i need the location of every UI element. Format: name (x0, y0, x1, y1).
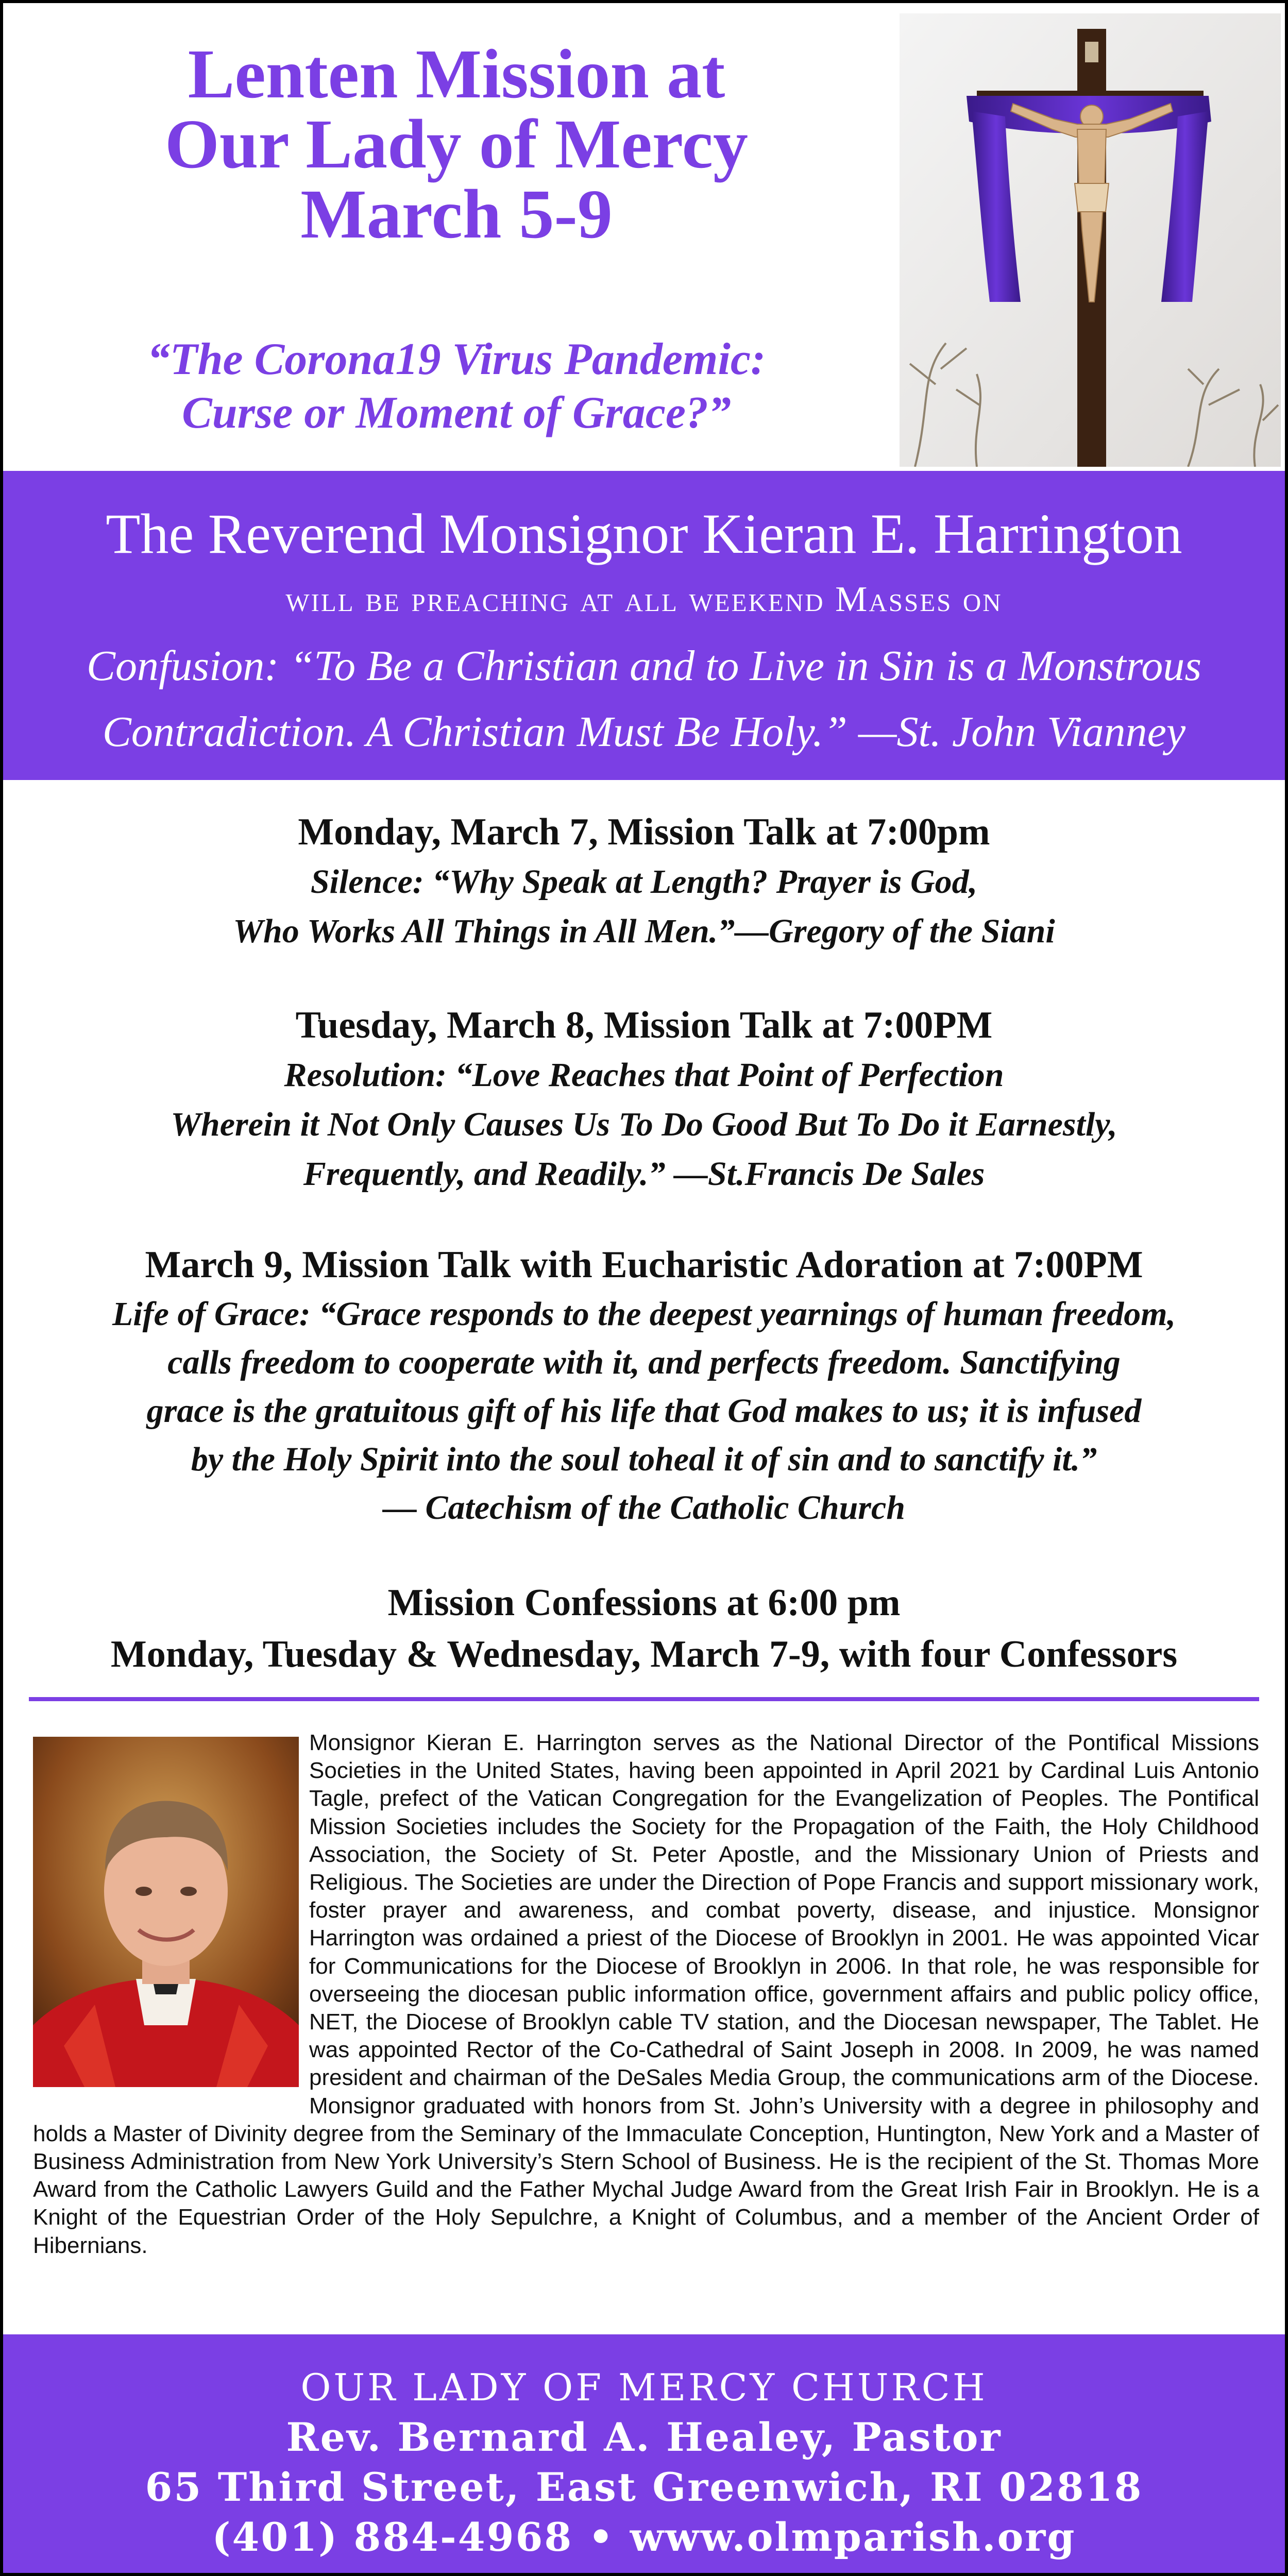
photo-spacer (33, 1729, 309, 2095)
section-divider (29, 1697, 1259, 1701)
schedule-quote-line: by the Holy Spirit into the soul toheal it of sin and to sanctify it.” (191, 1440, 1097, 1478)
mission-title (29, 36, 884, 253)
preaching-note: will be preaching at all weekend Masses on (285, 580, 1003, 619)
schedule-march-9 (3, 1240, 1285, 1532)
confessions-days: Monday, Tuesday & Wednesday, March 7-9, with four Confessors (110, 1633, 1178, 1675)
title-line: Lenten Mission at (188, 36, 725, 113)
schedule-quote-line: Frequently, and Readily.” —St.Francis De Sales (303, 1155, 985, 1193)
theme-line: Curse or Moment of Grace?” (182, 388, 731, 438)
schedule-tuesday (3, 1000, 1285, 1199)
schedule-quote-line: Wherein it Not Only Causes Us To Do Good But To Do it Earnestly, (171, 1106, 1117, 1143)
schedule-quote-line: Life of Grace: “Grace responds to the deepest yearnings of human freedom, (112, 1295, 1176, 1333)
preacher-banner (3, 471, 1285, 780)
preacher-name: The Reverend Monsignor Kieran E. Harrington (106, 502, 1182, 565)
monsignor-biography (33, 1729, 1259, 2260)
schedule-monday (3, 807, 1285, 956)
church-contact: (401) 884-4968 • www.olmparish.org (212, 2514, 1076, 2560)
church-footer (3, 2334, 1285, 2573)
title-line: Our Lady of Mercy (165, 106, 748, 183)
confessions-info (3, 1577, 1285, 1680)
schedule-quote-line: Resolution: “Love Reaches that Point of Perfection (284, 1056, 1004, 1094)
crucifix-image (900, 13, 1281, 467)
schedule-quote-line: Silence: “Why Speak at Length? Prayer is God, (310, 863, 978, 901)
schedule-quote-line: calls freedom to cooperate with it, and perfects freedom. Sanctifying (167, 1344, 1121, 1381)
schedule-heading: Tuesday, March 8, Mission Talk at 7:00PM (295, 1004, 993, 1046)
theme-line: “The Corona19 Virus Pandemic: (147, 334, 766, 384)
church-name: OUR LADY OF MERCY CHURCH (300, 2366, 988, 2409)
banner-quote-line: Contradiction. A Christian Must Be Holy.” —St. John Vianney (102, 708, 1186, 756)
banner-quote-line: Confusion: “To Be a Christian and to Live in Sin is a Monstrous (86, 642, 1202, 690)
schedule-quote-line: grace is the gratuitous gift of his life that God makes to us; it is infused (146, 1392, 1142, 1430)
schedule-heading: Monday, March 7, Mission Talk at 7:00pm (298, 811, 990, 853)
schedule-heading: March 9, Mission Talk with Eucharistic Adoration at 7:00PM (145, 1244, 1143, 1286)
pastor-name: Rev. Bernard A. Healey, Pastor (286, 2414, 1002, 2460)
biography-text: Monsignor Kieran E. Harrington serves as the National Director of the Pontifical Missions Societies in the United States, having been appointed in April 2021 by Cardinal Luis Antonio Tagle, prefect of the Vatican Congregation for the Evangelization of Peoples. The Pontifical Mission Societies includes the Society for the Propagation of the Faith, the Holy Childhood Association, the Society of St. Peter Apostle, and the Missionary Union of Priests and Religious. The Societies are under the Direction of Pope Francis and support missionary work, foster prayer and awareness, and combat poverty, disease, and injustice. Monsignor Harrington was ordained a priest of the Diocese of Brooklyn in 2001. He was appointed Vicar for Communications for the Diocese of Brooklyn in 2006. In that role, he was responsible for overseeing the diocesan public information office, government affairs and public policy office, NET, the Diocese of Brooklyn cable TV station, and the Diocesan newspaper, The Tablet. He was appointed Rector of the Co-Cathedral of Saint Joseph in 2008. In 2009, he was named president and chairman of the DeSales Media Group, the communications arm of the Diocese. Monsignor graduated with honors from St. John’s University with a degree in philosophy and holds a Master of Divinity degree from the Seminary of the Immaculate Conception, Huntington, New York and a Master of Business Administration from New York University’s Stern School of Business. He is the recipient of the St. Thomas More Award from the Catholic Lawyers Guild and the Father Mychal Judge Award from the Great Irish Fair in Brooklyn. He is a Knight of the Equestrian Order of the Holy Sepulchre, a Knight of Columbus, and a member of the Ancient Order of Hibernians. (33, 1730, 1259, 2258)
confessions-time: Mission Confessions at 6:00 pm (387, 1582, 901, 1624)
title-line: March 5-9 (300, 176, 613, 253)
church-address: 65 Third Street, East Greenwich, RI 02818 (145, 2464, 1143, 2510)
mission-theme (29, 333, 884, 440)
schedule-quote-line: — Catechism of the Catholic Church (383, 1489, 905, 1527)
banner-quote (3, 633, 1285, 765)
schedule-quote-line: Who Works All Things in All Men.”—Gregory of the Siani (233, 912, 1055, 950)
